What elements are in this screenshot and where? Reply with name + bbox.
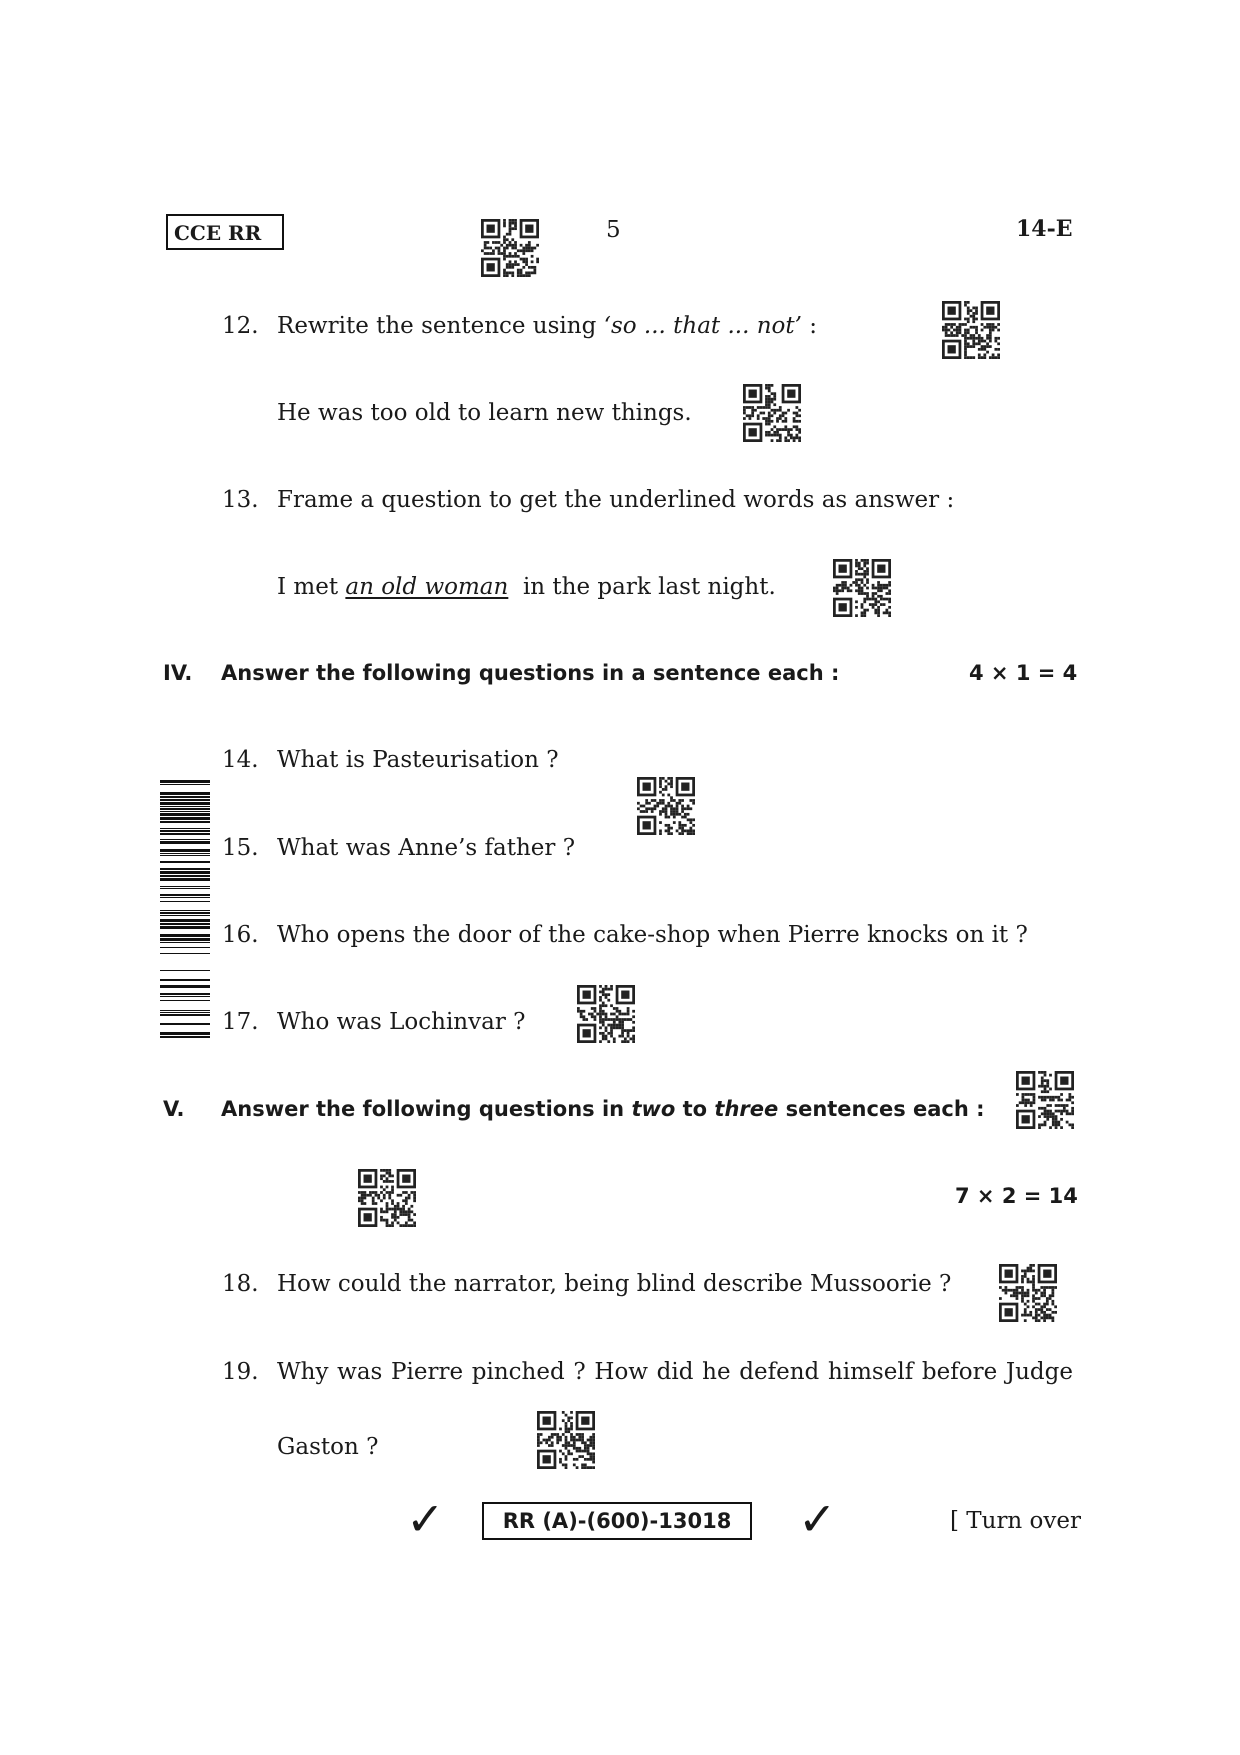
qr-code-icon — [743, 384, 801, 442]
subject-code: CCE RR — [174, 221, 262, 245]
q19-number: 19. — [222, 1359, 259, 1385]
q13-sentence — [277, 573, 776, 601]
check-mark-icon: ✓ — [406, 1492, 445, 1546]
qr-code-icon — [942, 301, 1000, 359]
section-5-numeral: V. — [163, 1097, 185, 1121]
q14-number: 14. — [222, 747, 259, 773]
section-5-marks: 7 × 2 = 14 — [955, 1184, 1078, 1208]
q15-number: 15. — [222, 835, 259, 861]
q12-prompt-text: Rewrite the sentence using — [277, 313, 604, 339]
q14-text: What is Pasteurisation ? — [277, 747, 559, 773]
section-4-numeral: IV. — [163, 661, 193, 685]
q12-prompt — [277, 312, 817, 340]
q13-sentence-start: I met — [277, 574, 346, 600]
turn-over-note: [ Turn over — [950, 1508, 1082, 1534]
q13-sentence-end: in the park last night. — [508, 574, 776, 600]
q18-number: 18. — [222, 1271, 259, 1297]
qr-code-icon — [577, 985, 635, 1043]
qr-code-icon — [637, 777, 695, 835]
section-5-title-a: Answer the following questions in — [221, 1097, 632, 1121]
q12-sentence: He was too old to learn new things. — [277, 400, 692, 426]
q12-prompt-colon: : — [801, 313, 817, 339]
q16-text: Who opens the door of the cake-shop when Pierre knocks on it ? — [277, 922, 1028, 948]
section-5-title-three: three — [714, 1097, 779, 1121]
qr-code-icon — [537, 1411, 595, 1469]
qr-code-icon — [358, 1169, 416, 1227]
q16-number: 16. — [222, 922, 259, 948]
q19-line2: Gaston ? — [277, 1434, 379, 1460]
qr-code-icon — [999, 1264, 1057, 1322]
q12-number: 12. — [222, 313, 259, 339]
subject-code-box — [166, 214, 284, 250]
page-number: 5 — [606, 217, 621, 243]
barcode-icon — [160, 780, 210, 1040]
section-5-title — [221, 1097, 985, 1121]
qr-code-icon — [1016, 1071, 1074, 1129]
footer-code: RR (A)-(600)-13018 — [502, 1509, 732, 1533]
section-5-title-b: to — [675, 1097, 715, 1121]
check-mark-icon: ✓ — [798, 1492, 837, 1546]
qr-code-icon — [833, 559, 891, 617]
q13-underlined-words: an old woman — [345, 574, 509, 600]
q19-line1: Why was Pierre pinched ? How did he defend himself before Judge — [277, 1359, 1073, 1385]
section-5-title-c: sentences each : — [778, 1097, 985, 1121]
q18-text: How could the narrator, being blind describe Mussoorie ? — [277, 1271, 952, 1297]
q13-prompt: Frame a question to get the underlined words as answer : — [277, 487, 955, 513]
qr-code-icon — [481, 219, 539, 277]
section-5-title-two: two — [631, 1097, 676, 1121]
section-4-marks: 4 × 1 = 4 — [969, 661, 1078, 685]
q17-text: Who was Lochinvar ? — [277, 1009, 526, 1035]
q12-prompt-italic: ‘so ... that ... not’ — [603, 313, 802, 339]
section-4-title: Answer the following questions in a sentence each : — [221, 661, 840, 685]
paper-code: 14-E — [1016, 216, 1073, 242]
q15-text: What was Anne’s father ? — [277, 835, 576, 861]
q17-number: 17. — [222, 1009, 259, 1035]
footer-code-box — [482, 1502, 752, 1540]
q13-number: 13. — [222, 487, 259, 513]
